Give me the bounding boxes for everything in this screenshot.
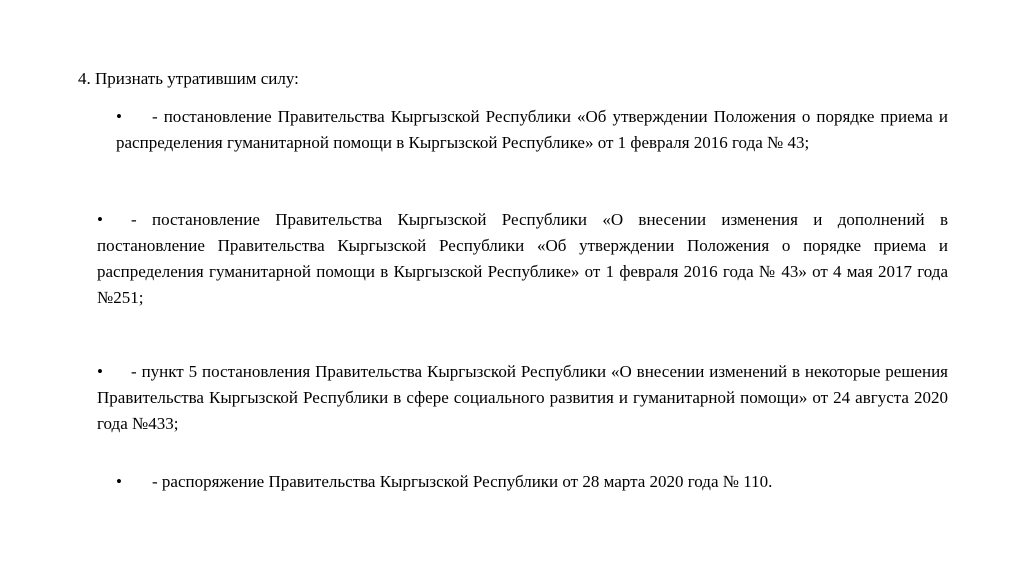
list-item [97, 207, 948, 311]
bullet-icon: • [97, 362, 103, 381]
list-item-text: - постановление Правительства Кыргызской Республики «О внесении изменения и дополнений в постановление Правительства Кыргызской Республики «Об утверждении Положения о порядке приема и распределения гуманитарной помощи в Кыргызской Республике» от 1 февраля 2016 года № 43» от 4 мая 2017 года №251; [97, 210, 948, 307]
list-item [116, 104, 948, 156]
list-item [116, 469, 948, 495]
section-heading: 4. Признать утратившим силу: [78, 69, 299, 88]
bullet-icon: • [97, 210, 103, 229]
bullet-icon: • [116, 472, 122, 491]
bullet-icon: • [116, 107, 122, 126]
list-item-text: - постановление Правительства Кыргызской Республики «Об утверждении Положения о порядке приема и распределения гуманитарной помощи в Кыргызской Республике» от 1 февраля 2016 года № 43; [116, 107, 948, 152]
list-item [97, 359, 948, 437]
list-item-text: - пункт 5 постановления Правительства Кыргызской Республики «О внесении изменений в некоторые решения Правительства Кыргызской Республики в сфере социального развития и гуманитарной помощи» от 24 августа 2020 года №433; [97, 362, 948, 433]
list-item-text: - распоряжение Правительства Кыргызской Республики от 28 марта 2020 года № 110. [152, 472, 773, 491]
